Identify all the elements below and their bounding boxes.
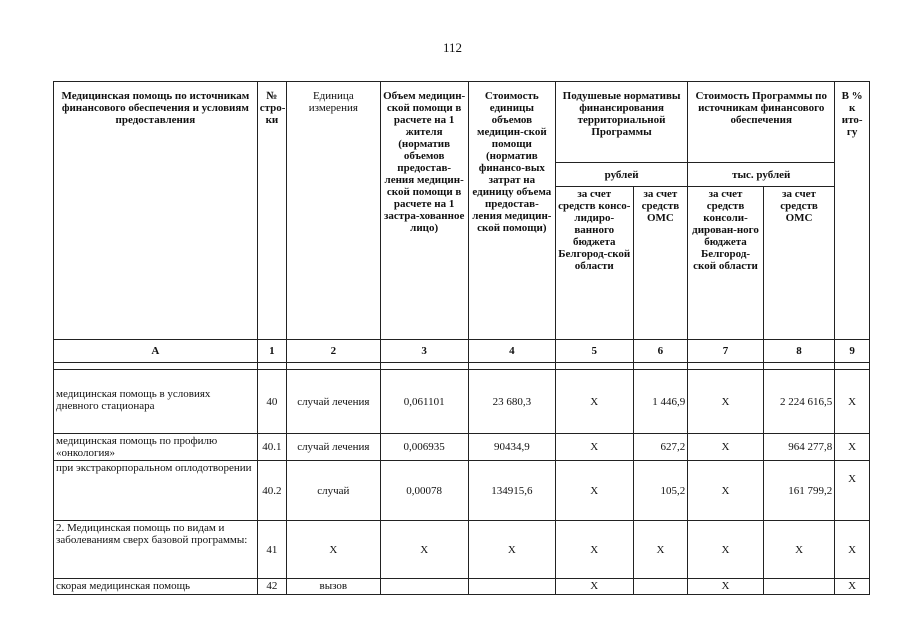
header-consolidated-budget-cost: за счет средств консоли-дирован-ного бюджета Белгород-ской области xyxy=(688,187,764,340)
row-consolidated-cost: Х xyxy=(688,521,764,579)
row-unit-cost: Х xyxy=(468,521,555,579)
row-consolidated-per-capita: Х xyxy=(555,461,633,521)
row-care-type: медицинская помощь в условиях дневного стационара xyxy=(54,370,258,434)
column-number: 7 xyxy=(688,340,764,363)
table-row xyxy=(54,370,870,434)
row-unit: Х xyxy=(287,521,380,579)
row-unit-cost: 134915,6 xyxy=(468,461,555,521)
row-volume: 0,006935 xyxy=(380,434,468,461)
row-number: 41 xyxy=(257,521,286,579)
row-care-type: при экстракорпоральном оплодотворении xyxy=(54,461,258,521)
header-oms-cost: за счет средств ОМС xyxy=(763,187,834,340)
row-consolidated-per-capita: Х xyxy=(555,579,633,595)
row-oms-cost: 2 224 616,5 xyxy=(763,370,834,434)
row-consolidated-cost: Х xyxy=(688,370,764,434)
row-consolidated-per-capita: Х xyxy=(555,370,633,434)
table-row xyxy=(54,461,870,521)
column-number: 9 xyxy=(835,340,870,363)
column-number: 4 xyxy=(468,340,555,363)
row-volume: 0,061101 xyxy=(380,370,468,434)
row-consolidated-cost: Х xyxy=(688,579,764,595)
header-row-number: № стро-ки xyxy=(257,82,286,340)
row-consolidated-per-capita: Х xyxy=(555,521,633,579)
row-percent: Х xyxy=(835,521,870,579)
column-number: 2 xyxy=(287,340,380,363)
row-number: 40 xyxy=(257,370,286,434)
row-unit: случай лечения xyxy=(287,434,380,461)
column-number-row xyxy=(54,340,870,363)
table-row xyxy=(54,521,870,579)
row-volume xyxy=(380,579,468,595)
row-unit: вызов xyxy=(287,579,380,595)
table-row xyxy=(54,579,870,595)
row-consolidated-cost: Х xyxy=(688,461,764,521)
header-per-capita-unit: рублей xyxy=(555,163,687,187)
header-percent: В % к ито-гу xyxy=(835,82,870,340)
header-unit: Единица измерения xyxy=(287,82,380,340)
row-consolidated-cost: Х xyxy=(688,434,764,461)
column-number: 6 xyxy=(633,340,688,363)
row-oms-per-capita: 627,2 xyxy=(633,434,688,461)
header-per-capita-group: Подушевые нормативы финансирования территориальной Программы xyxy=(555,82,687,163)
row-oms-per-capita xyxy=(633,579,688,595)
row-care-type: 2. Медицинская помощь по видам и заболеваниям сверх базовой программы: xyxy=(54,521,258,579)
row-oms-cost: Х xyxy=(763,521,834,579)
column-number: 8 xyxy=(763,340,834,363)
row-consolidated-per-capita: Х xyxy=(555,434,633,461)
row-unit-cost: 90434,9 xyxy=(468,434,555,461)
row-percent: Х xyxy=(835,434,870,461)
row-volume: 0,00078 xyxy=(380,461,468,521)
column-number: 3 xyxy=(380,340,468,363)
column-number: 1 xyxy=(257,340,286,363)
row-percent: Х xyxy=(835,370,870,434)
row-percent: Х xyxy=(835,461,870,521)
row-oms-cost: 161 799,2 xyxy=(763,461,834,521)
column-number: 5 xyxy=(555,340,633,363)
row-percent: Х xyxy=(835,579,870,595)
header-oms-per-capita: за счет средств ОМС xyxy=(633,187,688,340)
row-unit: случай xyxy=(287,461,380,521)
column-number: А xyxy=(54,340,258,363)
row-unit-cost xyxy=(468,579,555,595)
financing-table xyxy=(53,81,870,595)
header-unit-cost: Стоимость единицы объемов медицин-ской помощи (норматив финансо-вых затрат на единицу объема предостав-ления медицин-ской помощи) xyxy=(468,82,555,340)
row-oms-cost: 964 277,8 xyxy=(763,434,834,461)
row-oms-per-capita: 1 446,9 xyxy=(633,370,688,434)
row-number: 40.1 xyxy=(257,434,286,461)
header-program-cost-group: Стоимость Программы по источникам финансового обеспечения xyxy=(688,82,835,163)
row-oms-per-capita: Х xyxy=(633,521,688,579)
row-number: 42 xyxy=(257,579,286,595)
row-oms-per-capita: 105,2 xyxy=(633,461,688,521)
header-volume: Объем медицин-ской помощи в расчете на 1 жителя (норматив объемов предостав-ления медицин-ской помощи в расчете на 1 застра-хованное лицо) xyxy=(380,82,468,340)
header-consolidated-budget-per-capita: за счет средств консо-лидиро-ванного бюджета Белгород-ской области xyxy=(555,187,633,340)
row-number: 40.2 xyxy=(257,461,286,521)
header-care-type: Медицинская помощь по источникам финансового обеспечения и условиям предоставления xyxy=(54,82,258,340)
header-program-cost-unit: тыс. рублей xyxy=(688,163,835,187)
table-row xyxy=(54,434,870,461)
row-unit: случай лечения xyxy=(287,370,380,434)
row-unit-cost: 23 680,3 xyxy=(468,370,555,434)
row-volume: Х xyxy=(380,521,468,579)
page-number: 112 xyxy=(442,40,463,55)
row-care-type: медицинская помощь по профилю «онкология» xyxy=(54,434,258,461)
row-oms-cost xyxy=(763,579,834,595)
row-care-type: скорая медицинская помощь xyxy=(54,579,258,595)
